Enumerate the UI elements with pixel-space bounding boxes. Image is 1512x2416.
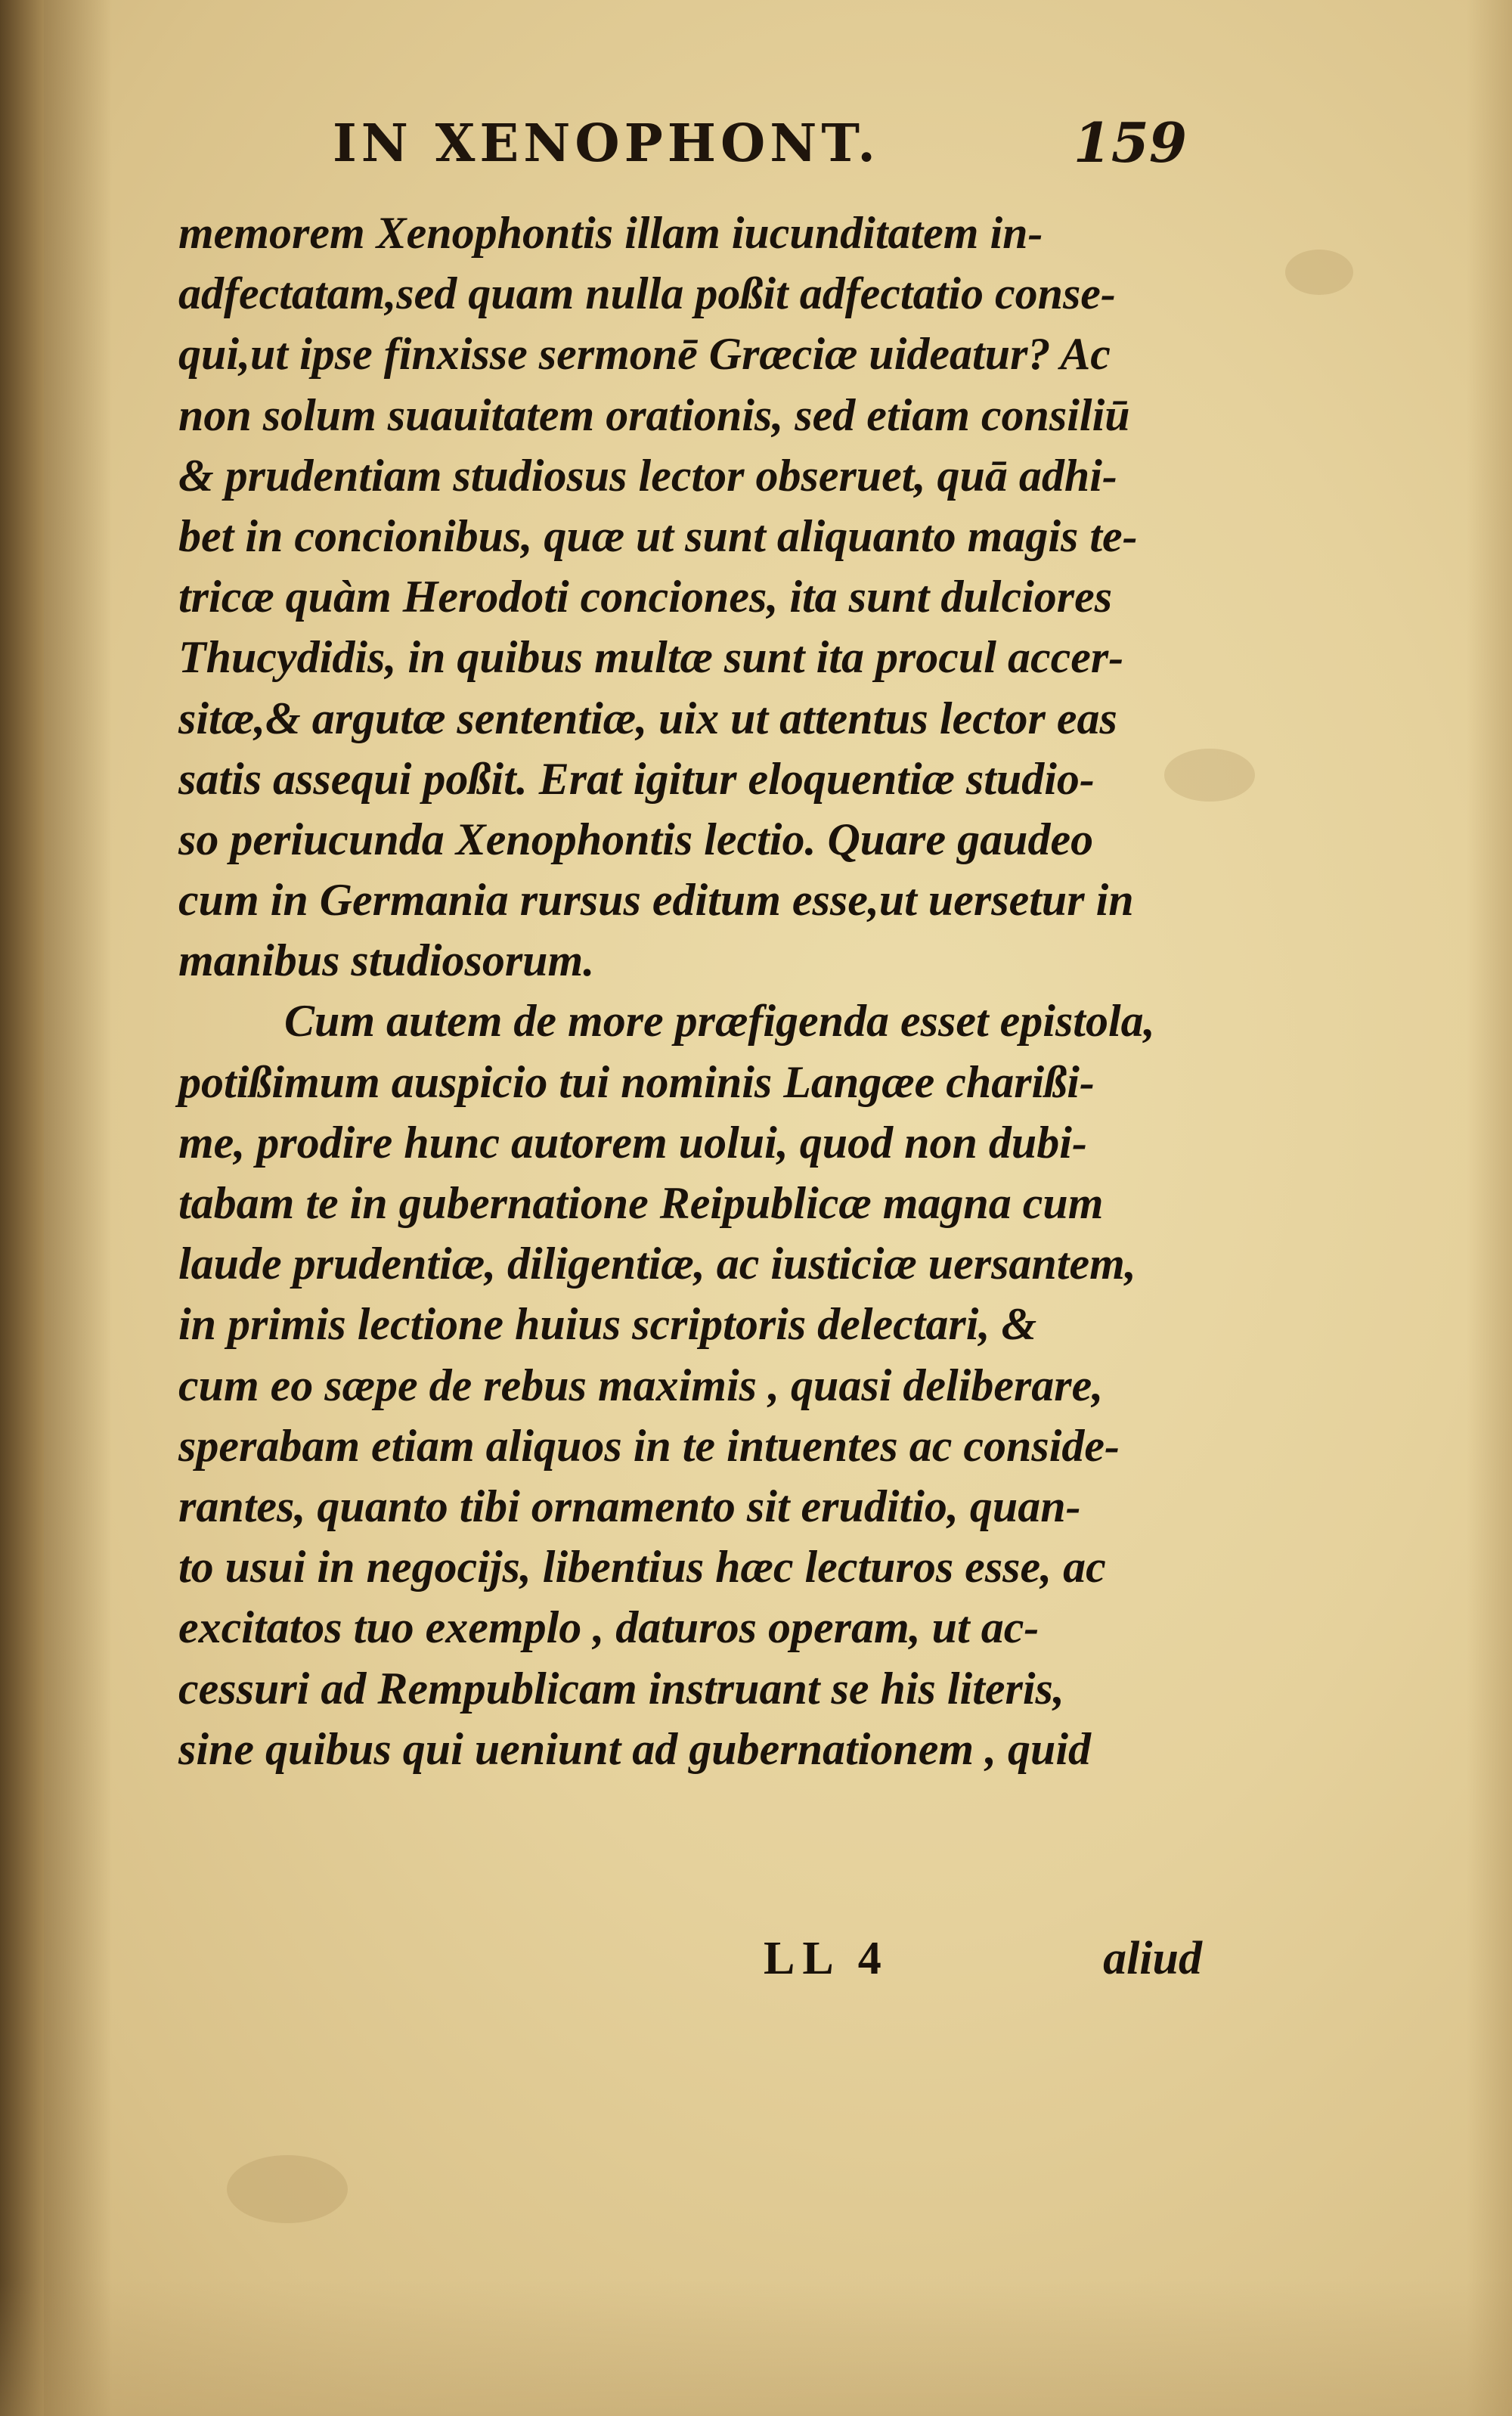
page-header xyxy=(333,106,1202,189)
running-head: IN XENOPHONT. xyxy=(333,113,880,174)
text-line: & prudentiam studiosus lector obseruet, quā adhi- xyxy=(178,450,1117,501)
text-line: adfectatam,sed quam nulla poßit adfectatio conse- xyxy=(178,268,1116,319)
text-line: manibus studiosorum. xyxy=(178,935,595,986)
text-line: so periucunda Xenophontis lectio. Quare gaudeo xyxy=(178,814,1094,864)
text-line: cum eo sæpe de rebus maximis , quasi deliberare, xyxy=(178,1360,1104,1410)
text-line: Thucydidis, in quibus multæ sunt ita procul accer- xyxy=(178,632,1124,683)
body-text xyxy=(178,203,1207,1779)
paper-stain xyxy=(1285,250,1353,295)
paper-stain xyxy=(227,2155,348,2223)
text-line: sitæ,& argutæ sententiæ, uix ut attentus lector eas xyxy=(178,693,1117,743)
text-line: qui,ut ipse finxisse sermonē Græciæ uideatur? Ac xyxy=(178,329,1111,380)
text-line: me, prodire hunc autorem uolui, quod non dubi- xyxy=(178,1117,1087,1168)
text-line: potißimum auspicio tui nominis Langæe charißi- xyxy=(178,1056,1095,1107)
page-number: 159 xyxy=(1073,110,1187,175)
text-line: sperabam etiam aliquos in te intuentes ac conside- xyxy=(178,1420,1120,1471)
text-line: satis assequi poßit. Erat igitur eloquentiæ studio- xyxy=(178,753,1095,804)
text-line: laude prudentiæ, diligentiæ, ac iusticiæ uersantem, xyxy=(178,1239,1136,1289)
page-footer xyxy=(764,1932,1210,2000)
page-edge-bottom xyxy=(0,2280,1512,2416)
page-edge-right xyxy=(1467,0,1512,2416)
gutter-shadow xyxy=(44,0,112,2416)
paragraph-start-line: Cum autem de more præfigenda esset epistola, xyxy=(284,996,1155,1047)
text-line: tabam te in gubernatione Reipublicæ magna cum xyxy=(178,1178,1104,1228)
signature-mark: LL 4 xyxy=(764,1933,889,1984)
text-line: sine quibus qui ueniunt ad gubernationem , quid xyxy=(178,1723,1092,1774)
text-line: cum in Germania rursus editum esse,ut uersetur in xyxy=(178,875,1134,926)
text-line: memorem Xenophontis illam iucunditatem in- xyxy=(178,208,1043,258)
text-line: cessuri ad Rempublicam instruant se his literis, xyxy=(178,1663,1064,1714)
text-line: excitatos tuo exemplo , daturos operam, ut ac- xyxy=(178,1602,1040,1653)
text-line: to usui in negocijs, libentius hæc lecturos esse, ac xyxy=(178,1542,1106,1593)
text-line: bet in concionibus, quæ ut sunt aliquanto magis te- xyxy=(178,510,1138,561)
text-line: tricæ quàm Herodoti conciones, ita sunt dulciores xyxy=(178,572,1113,622)
text-line: non solum suauitatem orationis, sed etiam consiliū xyxy=(178,389,1130,440)
binding-gutter xyxy=(0,0,44,2416)
text-line: rantes, quanto tibi ornamento sit eruditio, quan- xyxy=(178,1481,1081,1531)
text-line: in primis lectione huius scriptoris delectari, & xyxy=(178,1299,1037,1350)
catchword: aliud xyxy=(1103,1933,1202,1984)
